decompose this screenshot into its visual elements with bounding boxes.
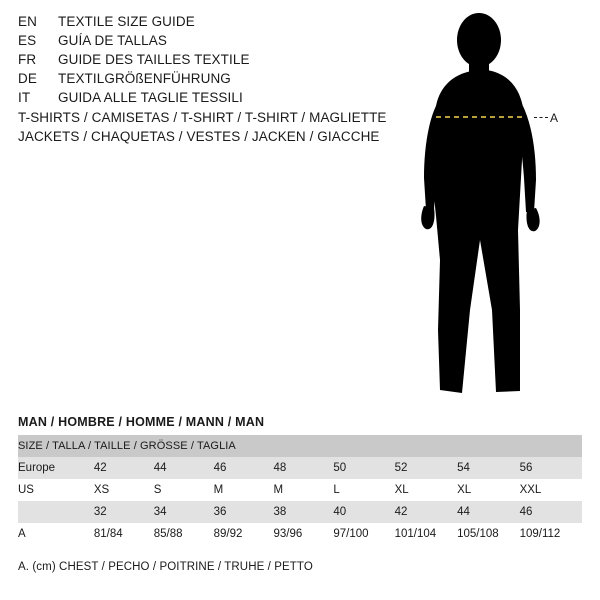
table-cell: 54	[457, 457, 520, 479]
language-code: ES	[18, 33, 37, 48]
mannequin-silhouette-icon	[400, 10, 600, 400]
table-cell: 93/96	[273, 523, 333, 545]
table-cell: 89/92	[214, 523, 274, 545]
table-footnote: A. (cm) CHEST / PECHO / POITRINE / TRUHE / PETTO	[18, 561, 313, 573]
table-header-label: SIZE / TALLA / TAILLE / GRÖSSE / TAGLIA	[18, 435, 582, 457]
table-cell: 46	[520, 501, 582, 523]
table-cell: 42	[94, 457, 154, 479]
language-row	[18, 90, 398, 109]
table-cell: 36	[214, 501, 274, 523]
language-list	[18, 14, 398, 109]
language-text: TEXTILGRÖßENFÜHRUNG	[58, 71, 231, 86]
language-code: IT	[18, 90, 31, 105]
table-cell: 101/104	[395, 523, 458, 545]
table-cell: 81/84	[94, 523, 154, 545]
measurement-label-a: A	[550, 111, 559, 125]
table-cell: 38	[273, 501, 333, 523]
size-table	[18, 435, 582, 545]
table-cell: 48	[273, 457, 333, 479]
table-cell: 42	[395, 501, 458, 523]
row-label: US	[18, 479, 94, 501]
table-cell: XL	[395, 479, 458, 501]
table-row	[18, 479, 582, 501]
row-label: Europe	[18, 457, 94, 479]
table-cell: 44	[154, 457, 214, 479]
measurement-leader-icon	[534, 117, 548, 118]
language-row	[18, 71, 398, 90]
language-row	[18, 14, 398, 33]
table-cell: 40	[333, 501, 394, 523]
table-header-row	[18, 435, 582, 457]
table-cell: 46	[214, 457, 274, 479]
table-cell: XL	[457, 479, 520, 501]
table-cell: 52	[395, 457, 458, 479]
language-text: TEXTILE SIZE GUIDE	[58, 14, 195, 29]
language-code: EN	[18, 14, 37, 29]
table-cell: 97/100	[333, 523, 394, 545]
table-cell: 32	[94, 501, 154, 523]
language-text: GUIDE DES TAILLES TEXTILE	[58, 52, 250, 67]
mannequin-figure	[400, 10, 600, 400]
table-cell: S	[154, 479, 214, 501]
table-cell: 109/112	[520, 523, 582, 545]
table-cell: L	[333, 479, 394, 501]
table-row	[18, 457, 582, 479]
table-cell: 50	[333, 457, 394, 479]
table-cell: 85/88	[154, 523, 214, 545]
table-cell: 56	[520, 457, 582, 479]
size-table-section	[18, 415, 582, 573]
table-cell: 34	[154, 501, 214, 523]
table-caption: MAN / HOMBRE / HOMME / MANN / MAN	[18, 415, 265, 429]
table-cell: XXL	[520, 479, 582, 501]
garment-type-list	[18, 110, 418, 148]
language-code: FR	[18, 52, 37, 67]
table-cell: M	[214, 479, 274, 501]
row-label: A	[18, 523, 94, 545]
table-cell: XS	[94, 479, 154, 501]
language-row	[18, 52, 398, 71]
garment-type-tshirts: T-SHIRTS / CAMISETAS / T-SHIRT / T-SHIRT / MAGLIETTE	[18, 110, 387, 125]
table-cell: 105/108	[457, 523, 520, 545]
language-text: GUIDA ALLE TAGLIE TESSILI	[58, 90, 243, 105]
language-code: DE	[18, 71, 37, 86]
row-label	[18, 501, 94, 523]
table-row	[18, 501, 582, 523]
garment-type-jackets: JACKETS / CHAQUETAS / VESTES / JACKEN / GIACCHE	[18, 129, 380, 144]
language-text: GUÍA DE TALLAS	[58, 33, 167, 48]
table-row	[18, 523, 582, 545]
table-cell: 44	[457, 501, 520, 523]
language-row	[18, 33, 398, 52]
table-cell: M	[273, 479, 333, 501]
